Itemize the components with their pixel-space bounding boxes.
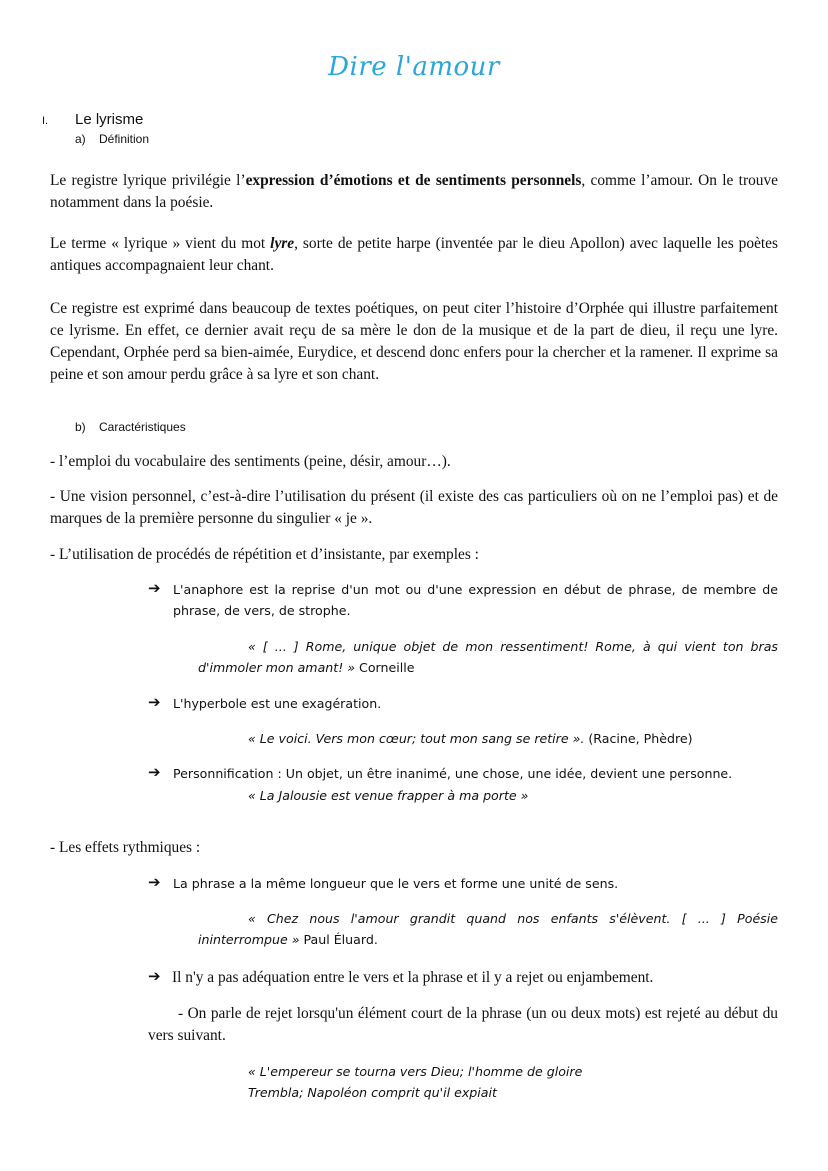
hyperbole-example (248, 728, 693, 749)
characteristic-item: - Une vision personnel, c’est-à-dire l’utilisation du présent (il existe des cas particuliers où on ne l’emploi pas) et de marques de la première personne du singulier « je ». (50, 488, 778, 527)
arrow-icon: ➔ (148, 579, 161, 597)
section-heading: Le lyrisme (75, 111, 144, 128)
eluard-example (198, 908, 778, 950)
rejet-definition: - On parle de rejet lorsqu'un élément court de la phrase (un ou deux mots) est rejeté au début du vers suivant. (148, 1005, 778, 1044)
text-span: Le registre lyrique privilégie l’ (50, 172, 246, 189)
text-span: , comme l’amour. On le trouve notamment dans la poésie. (50, 172, 778, 211)
hugo-verse-line: « L'empereur se tourna vers Dieu; l'homme de gloire (248, 1064, 583, 1079)
subsection-heading: Définition (99, 132, 150, 146)
anaphore-definition: L'anaphore est la reprise d'un mot ou d'une expression en début de phrase, de membre de phrase, de vers, de strophe. (173, 582, 778, 618)
bold-italic-text: lyre (270, 235, 295, 252)
characteristic-item: - l’emploi du vocabulaire des sentiments (peine, désir, amour…). (50, 453, 451, 470)
subsection-heading: Caractéristiques (99, 420, 186, 434)
quote-author: Corneille (355, 660, 415, 675)
paragraph-orphee: Ce registre est exprimé dans beaucoup de textes poétiques, on peut citer l’histoire d’Orphée qui illustre parfaitement ce lyrisme. En effet, ce dernier avait reçu de sa mère le don de la musique et de la part de dieu, il reçu une lyre. Cependant, Orphée perd sa bien-aimée, Eurydice, et descend donc enfers pour la chercher et la ramener. Il exprime sa peine et son amour perdu grâce à sa lyre et son chant. (50, 300, 778, 383)
personnification-definition: Personnification : Un objet, un être inanimé, une chose, une idée, devient une personne. (173, 766, 733, 781)
paragraph-definition (50, 170, 778, 214)
subsection-number: b) (75, 420, 86, 434)
subsection-number: a) (75, 132, 86, 146)
characteristic-item: - L’utilisation de procédés de répétition et d’insistante, par exemples : (50, 546, 479, 563)
arrow-icon: ➔ (148, 763, 161, 781)
arrow-icon: ➔ (148, 967, 161, 985)
quote-text: « Le voici. Vers mon cœur; tout mon sang se retire ». (248, 731, 585, 746)
page-title: Dire l'amour (328, 52, 500, 82)
hugo-verse-line: Trembla; Napoléon comprit qu'il expiait (248, 1085, 497, 1100)
hyperbole-definition: L'hyperbole est une exagération. (173, 696, 382, 711)
quote-text: « [ ... ] Rome, unique objet de mon ressentiment! Rome, à qui vient ton bras d'immoler mon amant! » (198, 639, 778, 675)
quote-author: (Racine, Phèdre) (584, 731, 693, 746)
section-number: I. (42, 115, 49, 127)
bold-text: expression d’émotions et de sentiments personnels (245, 172, 582, 189)
text-span: , sorte de petite harpe (inventée par le dieu Apollon) avec laquelle les poètes antiques accompagnaient leur chant. (50, 235, 778, 274)
anaphore-example (198, 636, 778, 678)
quote-text: « Chez nous l'amour grandit quand nos enfants s'élèvent. [ ... ] Poésie ininterrompue » (198, 911, 778, 947)
paragraph-etymology (50, 233, 778, 277)
arrow-icon: ➔ (148, 693, 161, 711)
personnification-example: « La Jalousie est venue frapper à ma porte » (248, 788, 529, 803)
phrase-vers-definition: La phrase a la même longueur que le vers et forme une unité de sens. (173, 876, 619, 891)
text-span: Le terme « lyrique » vient du mot (50, 235, 271, 252)
rythme-heading: - Les effets rythmiques : (50, 839, 201, 856)
rejet-intro: Il n'y a pas adéquation entre le vers et la phrase et il y a rejet ou enjambement. (172, 969, 654, 986)
quote-author: Paul Éluard. (299, 932, 378, 947)
arrow-icon: ➔ (148, 873, 161, 891)
